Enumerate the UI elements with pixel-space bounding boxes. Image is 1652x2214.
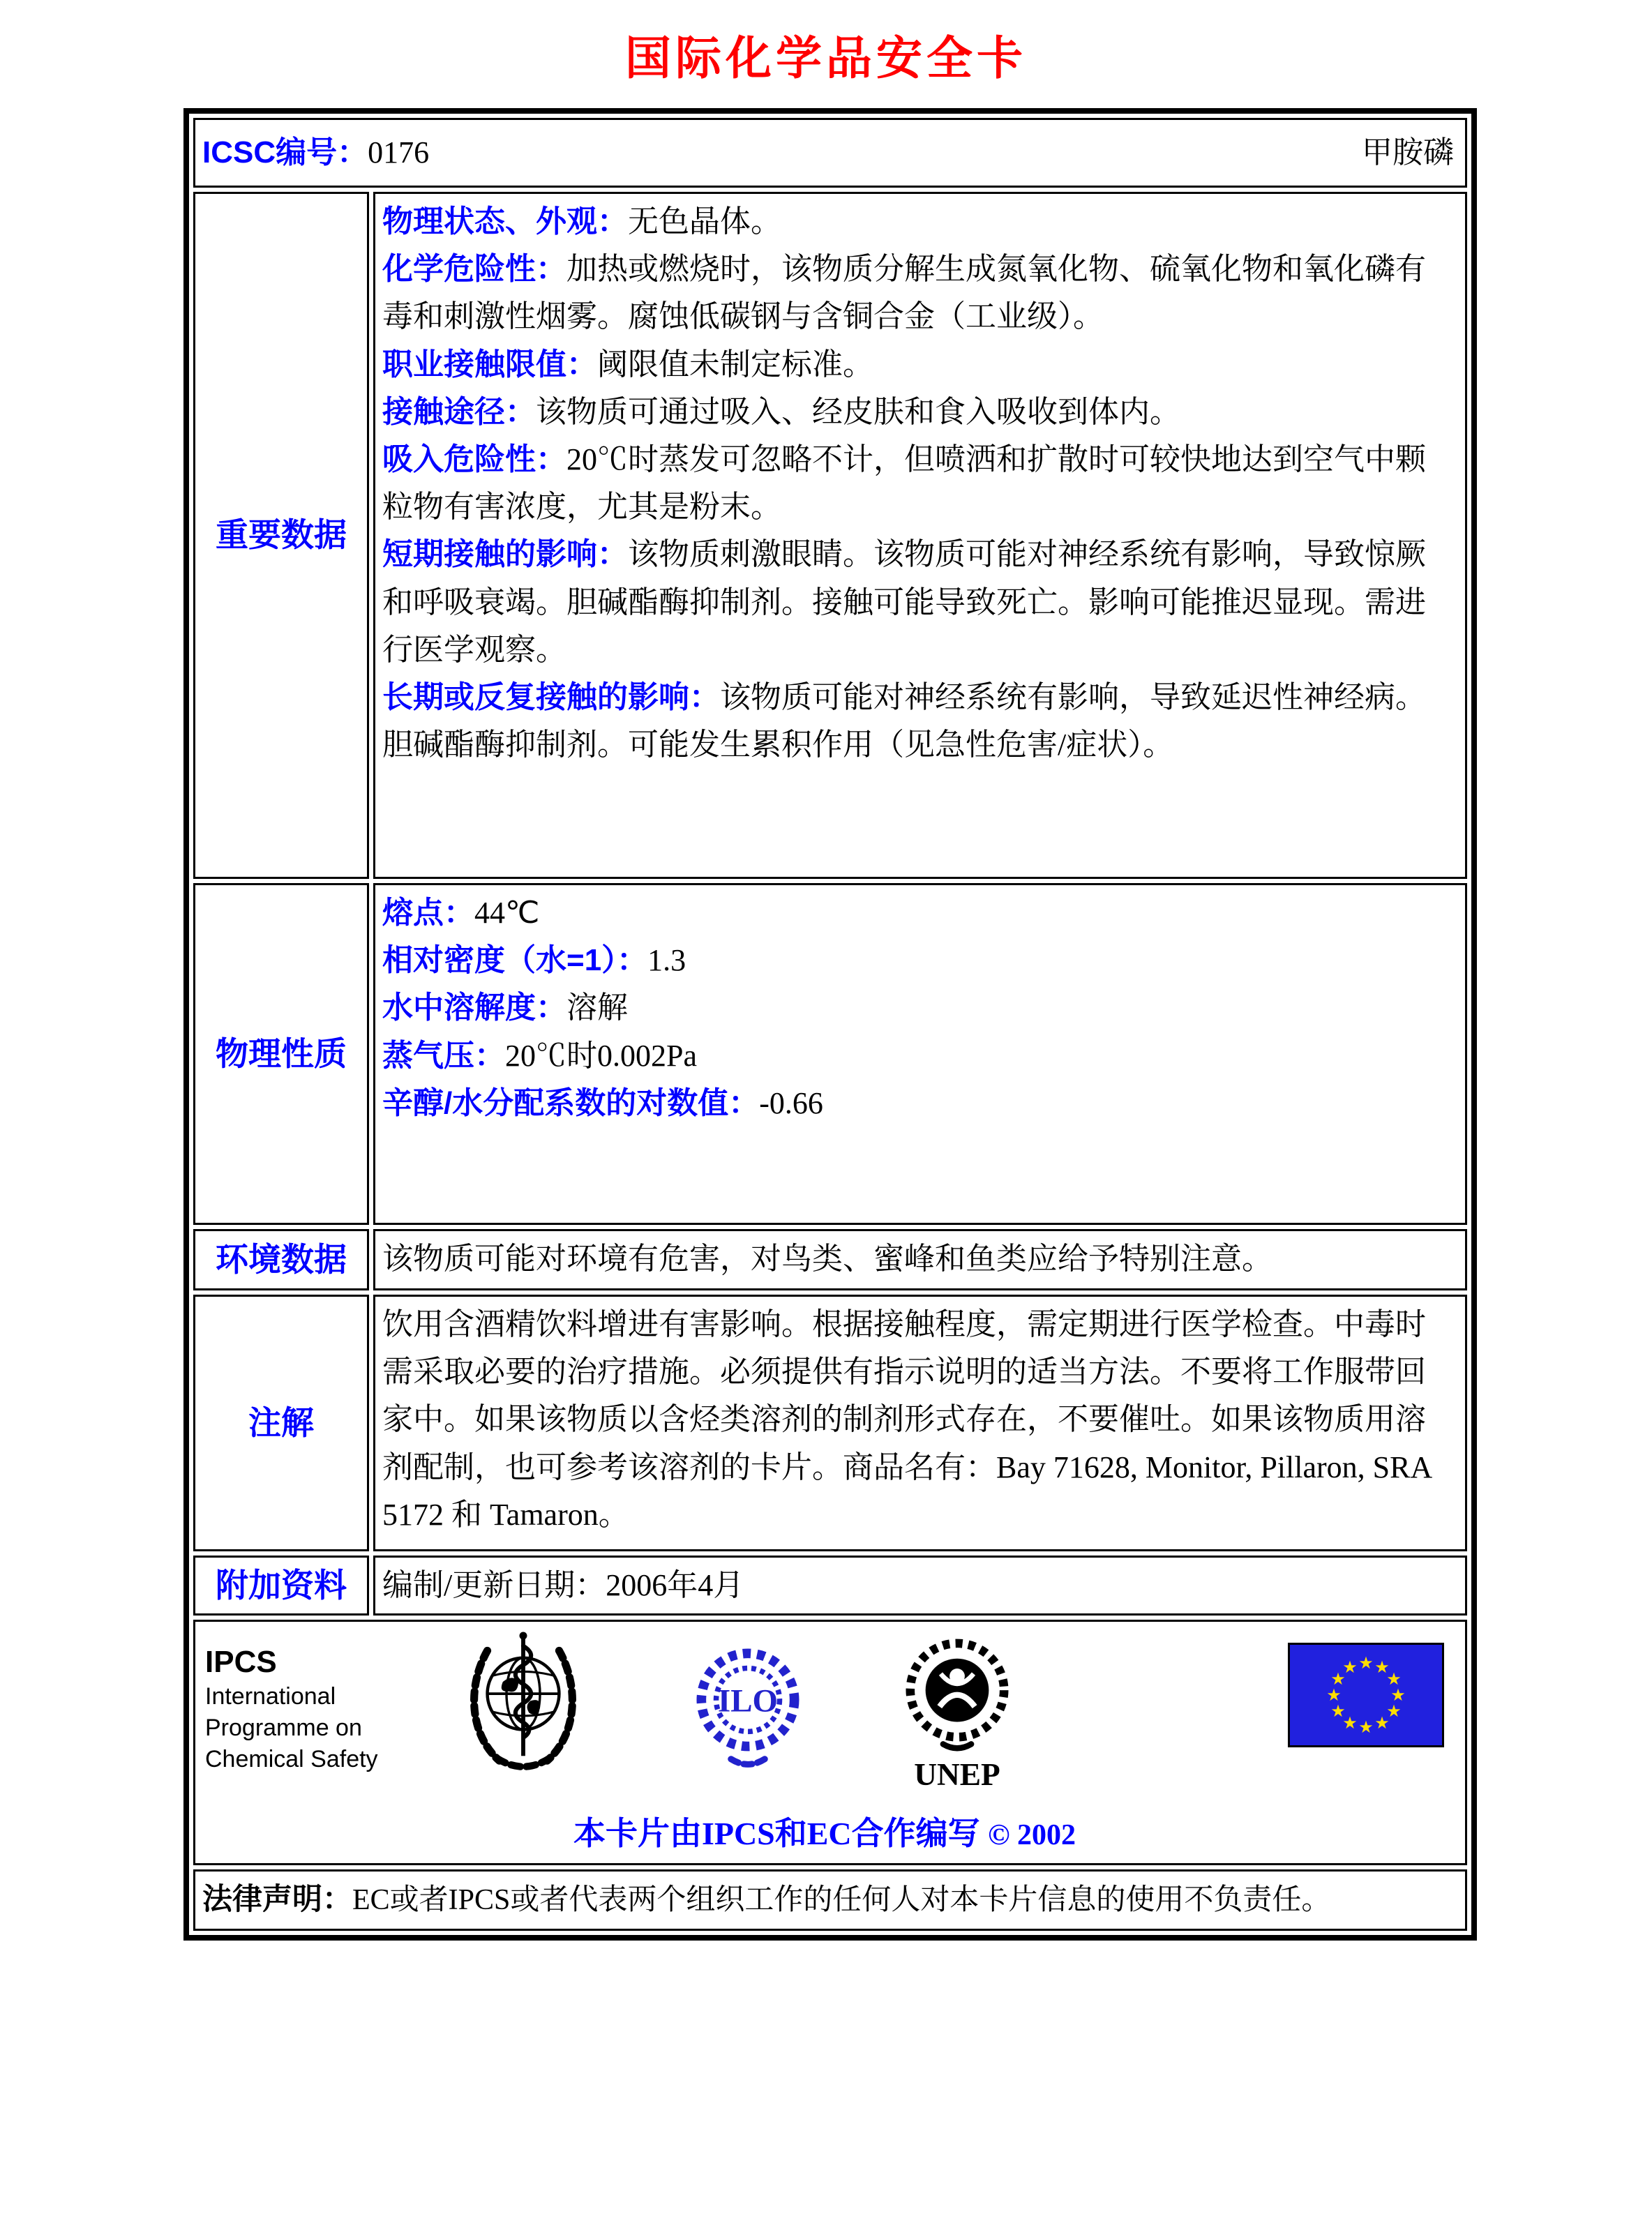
additional-info-content: 编制/更新日期：2006年4月 [373, 1556, 1467, 1616]
important-data-row [193, 192, 1467, 879]
legal-notice-text: EC或者IPCS或者代表两个组织工作的任何人对本卡片信息的使用不负责任。 [352, 1884, 1331, 1917]
field-long-term-effects: 长期或反复接触的影响：该物质可能对神经系统有影响，导致延迟性神经病。胆碱酯酶抑制剂。可能发生累积作用（见急性危害/症状）。 [382, 679, 1426, 762]
eu-star: ★ [1386, 1671, 1402, 1689]
field-vapor-pressure: 蒸气压：20℃时0.002Pa [382, 1038, 697, 1073]
physical-properties-row [193, 883, 1467, 1225]
unep-letters: UNEP [914, 1757, 1000, 1793]
field-inhalation-risk: 吸入危险性：20℃时蒸发可忽略不计，但喷洒和扩散时可较快地达到空气中颗粒物有害浓度，尤其是粉末。 [382, 442, 1426, 525]
field-water-solubility: 水中溶解度：溶解 [382, 991, 628, 1025]
field-label: 吸入危险性： [382, 442, 566, 476]
environmental-data-row [193, 1229, 1467, 1290]
field-label: 水中溶解度： [382, 991, 566, 1025]
eu-star: ★ [1390, 1687, 1406, 1705]
section-label-notes: 注解 [193, 1295, 369, 1551]
who-logo-icon [463, 1632, 583, 1796]
field-relative-density: 相对密度（水=1）：1.3 [382, 943, 686, 978]
eu-star: ★ [1374, 1715, 1390, 1733]
physical-properties-content [373, 883, 1467, 1225]
legal-notice-label: 法律声明： [202, 1883, 352, 1917]
field-label: 长期或反复接触的影响： [382, 679, 720, 714]
notes-row [193, 1295, 1467, 1551]
eu-star: ★ [1342, 1659, 1358, 1678]
eu-star: ★ [1330, 1703, 1346, 1722]
cooperation-caption: 本卡片由IPCS和EC合作编写 © 2002 [573, 1816, 1076, 1852]
icsc-number-label: ICSC编号： [202, 135, 368, 170]
eu-star: ★ [1330, 1671, 1346, 1689]
eu-star: ★ [1326, 1687, 1342, 1705]
eu-star: ★ [1342, 1715, 1358, 1733]
field-exposure-routes: 接触途径：该物质可通过吸入、经皮肤和食入吸收到体内。 [382, 394, 1180, 429]
field-occupational-limit: 职业接触限值：阈限值未制定标准。 [382, 347, 873, 382]
ilo-logo-icon [695, 1634, 801, 1788]
eu-star: ★ [1374, 1659, 1390, 1678]
section-label-environmental-data: 环境数据 [193, 1229, 369, 1290]
field-label: 物理状态、外观： [382, 204, 628, 239]
field-chemical-danger: 化学危险性：加热或燃烧时，该物质分解生成氮氧化物、硫氧化物和氧化磷有毒和刺激性烟雾。腐蚀低碳钢与含铜合金（工业级）。 [382, 252, 1426, 334]
field-label: 短期接触的影响： [382, 537, 628, 572]
field-label: 蒸气压： [382, 1038, 505, 1073]
eu-star: ★ [1386, 1703, 1402, 1722]
field-short-term-effects: 短期接触的影响：该物质刺激眼睛。该物质可能对神经系统有影响，导致惊厥和呼吸衰竭。胆碱酯酶抑制剂。接触可能导致死亡。影响可能推迟显现。需进行医学观察。 [382, 537, 1426, 667]
logos-row [193, 1620, 1467, 1865]
additional-info-row [193, 1556, 1467, 1616]
field-label: 化学危险性： [382, 252, 566, 287]
chemical-name: 甲胺磷 [1362, 135, 1454, 170]
ipcs-acronym: IPCS [205, 1645, 277, 1680]
header-row [193, 118, 1467, 188]
page-title: 国际化学品安全卡 [625, 33, 1027, 84]
field-label: 辛醇/水分配系数的对数值： [382, 1085, 760, 1120]
field-label: 熔点： [382, 896, 474, 930]
legal-row [193, 1869, 1467, 1931]
field-label: 接触途径： [382, 394, 536, 429]
ipcs-text-block: IPCS International Programme on Chemical Safety [205, 1632, 444, 1775]
ilo-letters: ILO [717, 1682, 779, 1719]
copyright-year: © 2002 [988, 1819, 1076, 1852]
field-label: 相对密度（水=1）： [382, 943, 648, 978]
eu-flag-icon [1288, 1643, 1444, 1761]
field-melting-point: 熔点：44℃ [382, 896, 540, 930]
field-physical-state: 物理状态、外观：无色晶体。 [382, 204, 781, 239]
notes-content: 饮用含酒精饮料增进有害影响。根据接触程度，需定期进行医学检查。中毒时需采取必要的治疗措施。必须提供有指示说明的适当方法。不要将工作服带回家中。如果该物质以含烃类溶剂的制剂形式存在，不要催吐。如果该物质用溶剂配制，也可参考该溶剂的卡片。商品名有：Bay 71628, Monitor, Pillaron, SRA 5172 和 Tamaron。 [373, 1295, 1467, 1551]
section-label-physical-properties: 物理性质 [193, 883, 369, 1225]
section-label-additional-info: 附加资料 [193, 1556, 369, 1616]
unep-logo-icon [899, 1632, 1016, 1807]
eu-star: ★ [1358, 1655, 1374, 1673]
environmental-data-content: 该物质可能对环境有危害，对鸟类、蜜峰和鱼类应给予特别注意。 [373, 1229, 1467, 1290]
important-data-content [373, 192, 1467, 879]
section-label-important-data: 重要数据 [193, 192, 369, 879]
field-label: 职业接触限值： [382, 347, 597, 382]
safety-card-table [183, 108, 1477, 1941]
field-octanol-water-coefficient: 辛醇/水分配系数的对数值：-0.66 [382, 1085, 823, 1120]
eu-star: ★ [1358, 1719, 1374, 1738]
icsc-number-value: 0176 [368, 135, 430, 170]
